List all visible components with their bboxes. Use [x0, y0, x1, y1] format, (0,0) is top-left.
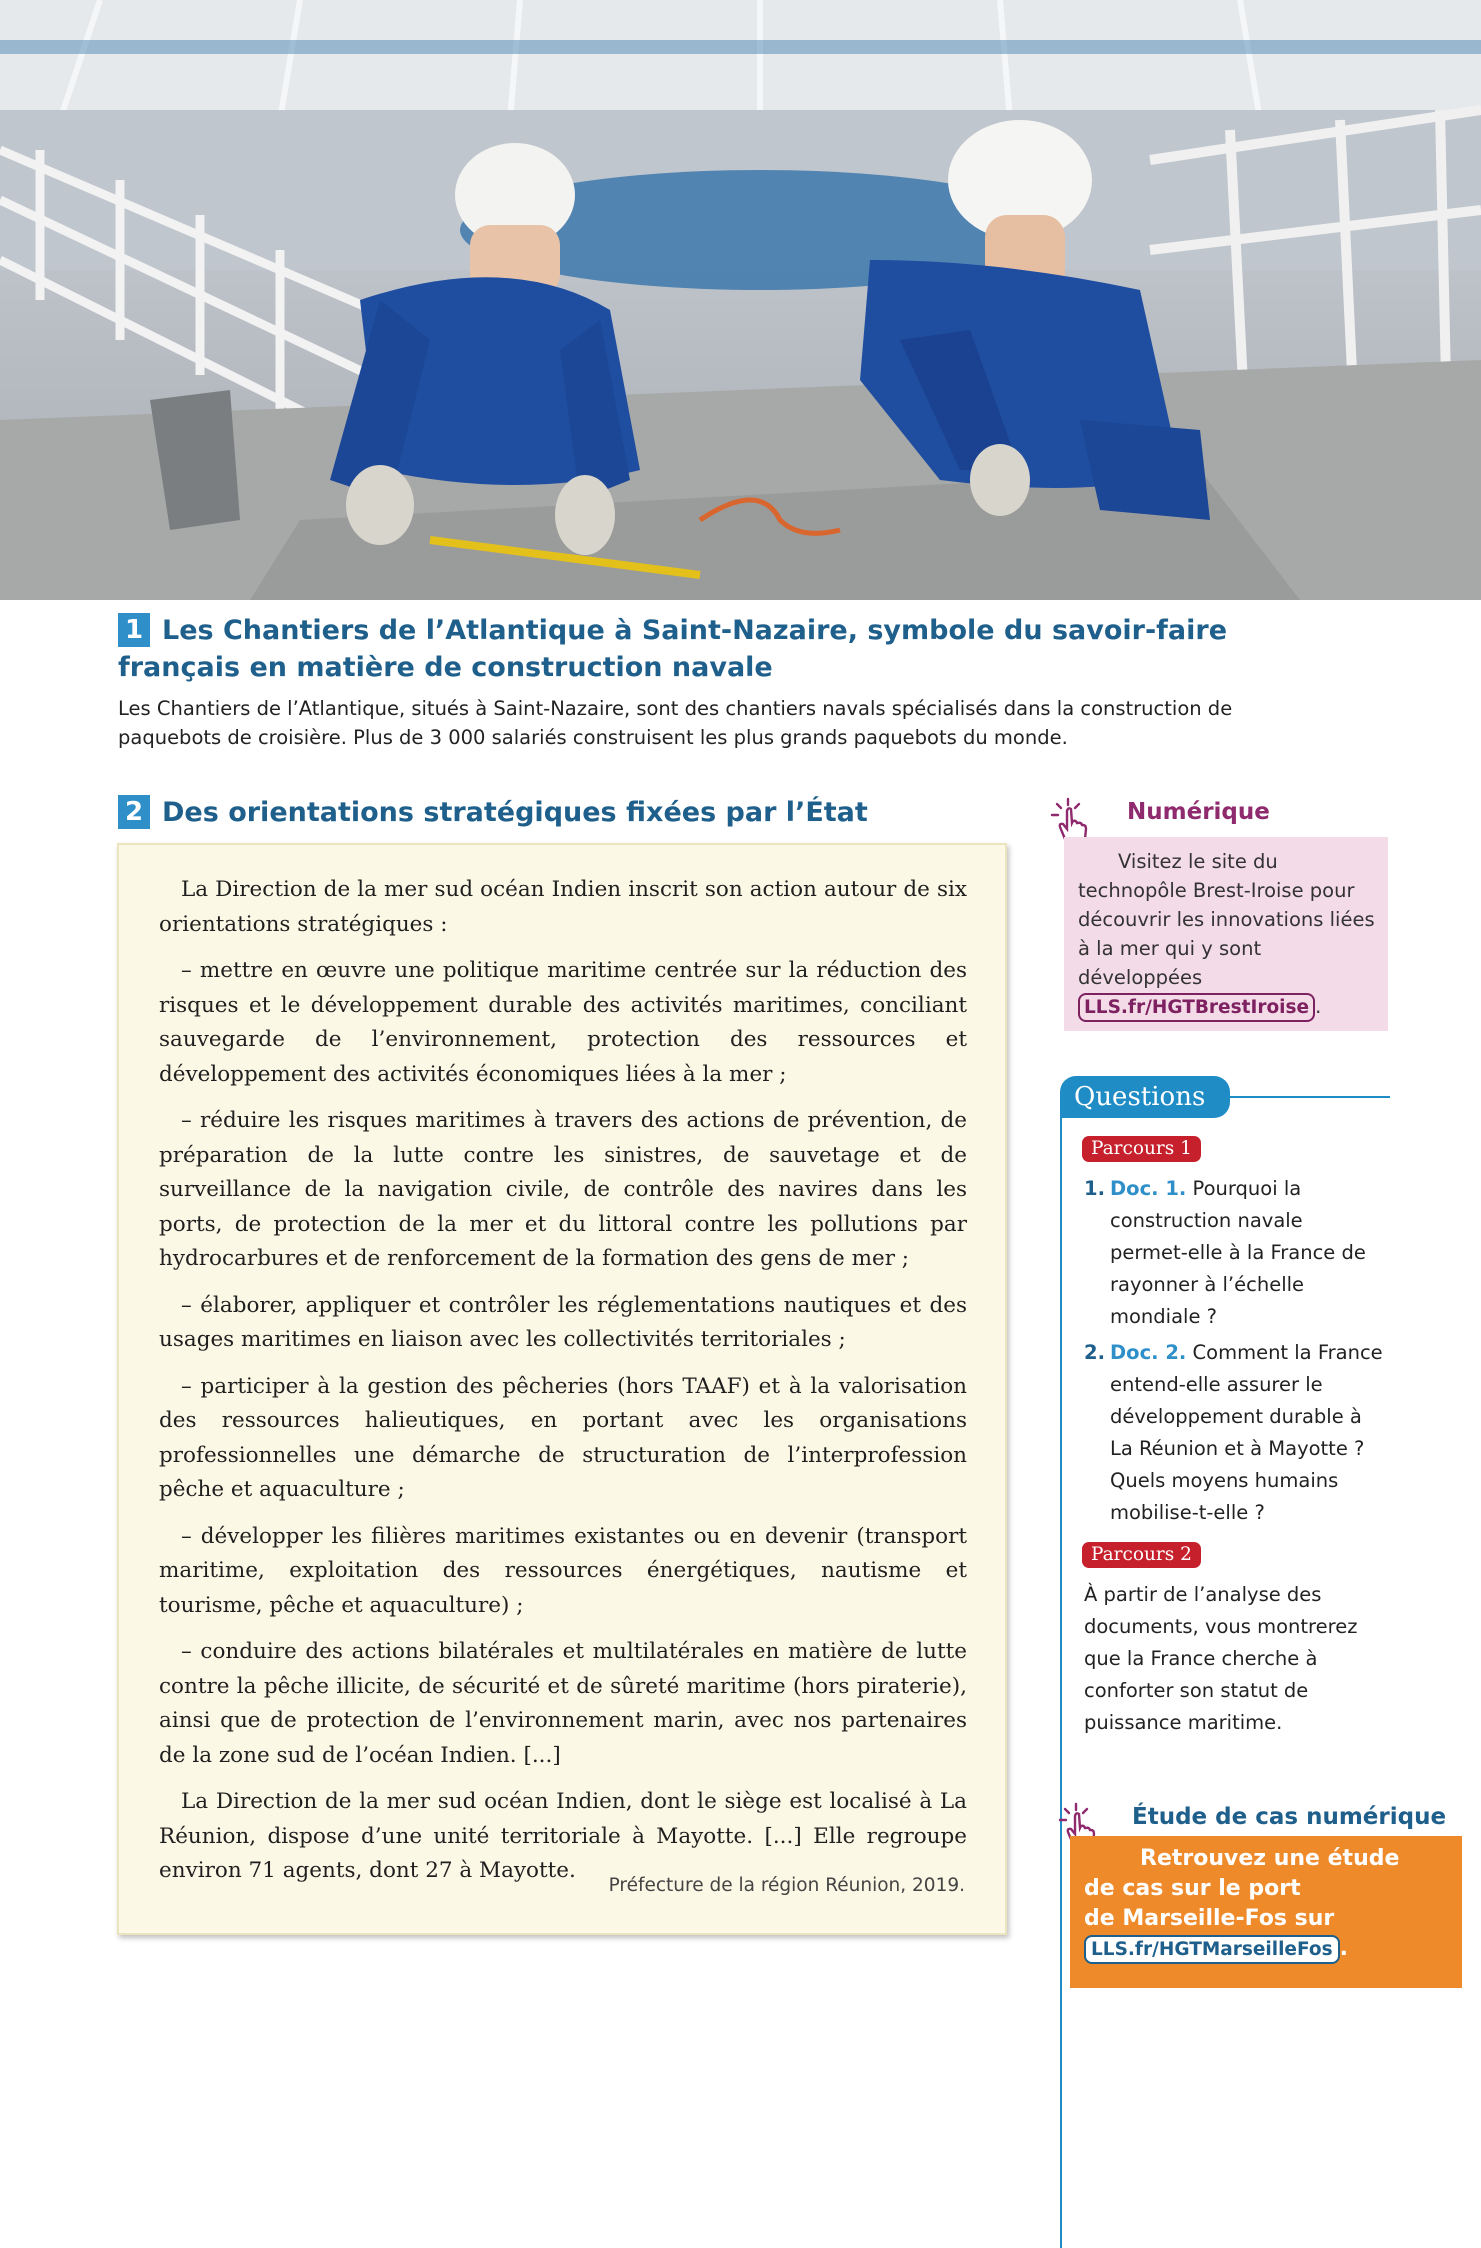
doc2-body — [159, 873, 967, 1901]
etude-end: . — [1339, 1936, 1348, 1961]
numerique-content — [1064, 837, 1388, 1031]
doc2-number-badge: 2 — [118, 795, 150, 829]
question-item — [1084, 1173, 1384, 1333]
doc2-paragraph: – élaborer, appliquer et contrôler les réglementations nautiques et des usages maritimes en liaison avec les collectivités territoriales ; — [159, 1292, 967, 1352]
doc1-title-text: Les Chantiers de l’Atlantique à Saint-Nazaire, symbole du savoir-faire français en matière de construction navale — [118, 615, 1228, 683]
questions-title: Questions — [1060, 1076, 1230, 1118]
parcours-1-badge: Parcours 1 — [1082, 1136, 1201, 1162]
doc1-section — [118, 612, 1358, 752]
doc1-title — [118, 612, 1358, 686]
question-text: Pourquoi la construction navale permet-elle à la France de rayonner à l’échelle mondiale ? — [1110, 1177, 1366, 1328]
question-item — [1084, 1337, 1384, 1529]
doc2-paragraph: – réduire les risques maritimes à travers des actions de prévention, de préparation de la lutte contre les sinistres, de sauvetage et de surveillance de la navigation civile, de contrôle des navires dans les ports, de protection de la mer et du littoral contre les pollutions par hydrocarbures et de renforcement de la formation des gens de mer ; — [159, 1108, 967, 1271]
question-doc-ref: Doc. 1. — [1110, 1177, 1187, 1200]
numerique-link[interactable]: LLS.fr/HGTBrestIroise — [1078, 993, 1315, 1022]
shipyard-photo — [0, 0, 1481, 600]
question-number: 1. — [1084, 1177, 1105, 1200]
doc1-caption: Les Chantiers de l’Atlantique, situés à Saint-Nazaire, sont des chantiers navals spécialisés dans la construction de paquebots de croisière. Plus de 3 000 salariés construisent les plus grands paquebots du monde. — [118, 697, 1233, 749]
doc2-paragraph: – participer à la gestion des pêcheries (hors TAAF) et à la valorisation des ressources halieutiques, en portant avec les organisations professionnelles une démarche de structuration de l’interprofession pêche et aquaculture ; — [159, 1373, 967, 1502]
etude-line: Retrouvez une étude — [1140, 1846, 1400, 1871]
etude-link[interactable]: LLS.fr/HGTMarseilleFos — [1084, 1935, 1340, 1964]
etude-label: Étude de cas numérique — [1132, 1804, 1447, 1830]
etude-line: de cas sur le port — [1084, 1876, 1301, 1901]
questions-divider — [1230, 1096, 1390, 1098]
numerique-label: Numérique — [1127, 799, 1270, 825]
doc2-source: Préfecture de la région Réunion, 2019. — [608, 1875, 965, 1896]
doc2-paragraph: – conduire des actions bilatérales et multilatérales en matière de lutte contre la pêche illicite, de sécurité et de sûreté maritime (hors piraterie), ainsi que de protection de l’environnement marin, avec nos partenaires de la zone sud de l’océan Indien. [...] — [159, 1639, 967, 1768]
parcours-2-text: À partir de l’analyse des documents, vous montrerez que la France cherche à conforter son statut de puissance maritime. — [1084, 1583, 1358, 1734]
doc2-paragraph: La Direction de la mer sud océan Indien inscrit son action autour de six orientations stratégiques : — [159, 877, 967, 937]
question-doc-ref: Doc. 2. — [1110, 1341, 1187, 1364]
doc2-paragraph: – mettre en œuvre une politique maritime centrée sur la réduction des risques et le développement durable des activités maritimes, conciliant sauvegarde de l’environnement, protection des ressources et développement des activités économiques liées à la mer ; — [159, 958, 967, 1087]
shipyard-photo-illustration — [0, 0, 1481, 600]
doc2-title — [118, 794, 998, 831]
parcours-2-badge: Parcours 2 — [1082, 1542, 1201, 1568]
doc2-paragraph: La Direction de la mer sud océan Indien, dont le siège est localisé à La Réunion, dispose d’une unité territoriale à Mayotte. [...] Elle regroupe environ 71 agents, dont 27 à Mayotte. — [159, 1789, 967, 1883]
question-number: 2. — [1084, 1341, 1105, 1364]
numerique-end: . — [1315, 995, 1322, 1018]
question-text: Comment la France entend-elle assurer le développement durable à La Réunion et à Mayotte ? Quels moyens humains mobilise-t-elle ? — [1110, 1341, 1383, 1524]
questions-side-line — [1060, 1118, 1062, 2248]
doc2-text-box — [117, 843, 1007, 1935]
doc2-title-text: Des orientations stratégiques fixées par l’État — [162, 797, 868, 828]
etude-content — [1070, 1836, 1462, 1988]
doc1-number-badge: 1 — [118, 613, 150, 647]
numerique-text: Visitez le site du technopôle Brest-Iroise pour découvrir les innovations liées à la mer qui y sont développées — [1078, 850, 1375, 989]
doc2-paragraph: – développer les filières maritimes existantes ou en devenir (transport maritime, exploitation des ressources énergétiques, nautisme et tourisme, pêche et aquaculture) ; — [159, 1523, 967, 1618]
etude-line: de Marseille-Fos sur — [1084, 1906, 1335, 1931]
questions-list — [1084, 1173, 1384, 1533]
